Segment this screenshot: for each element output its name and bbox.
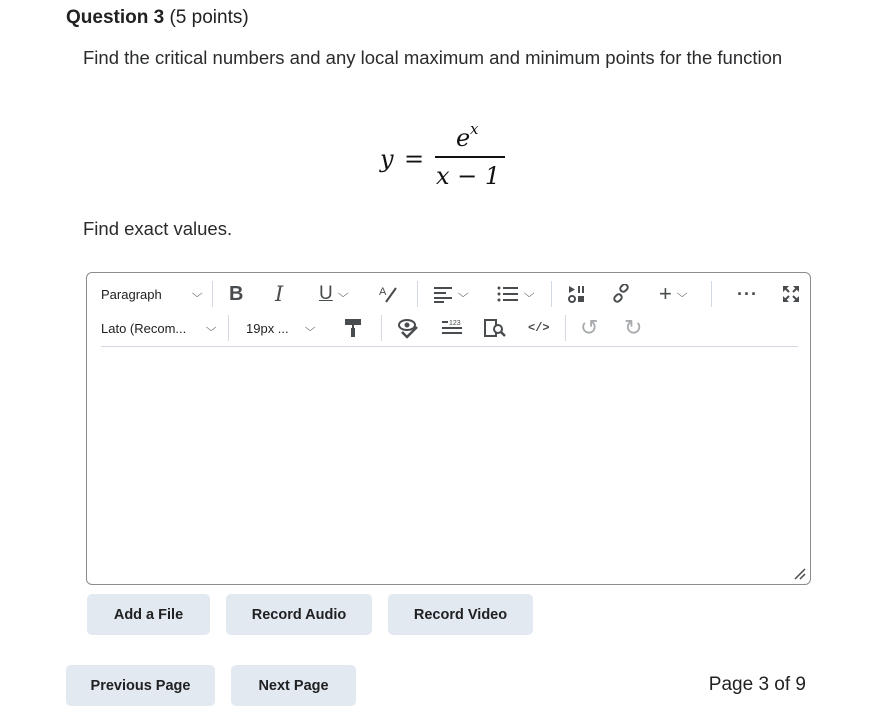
chevron-down-icon: ⌵ — [523, 287, 535, 300]
svg-text:123: 123 — [449, 320, 461, 327]
formula-numerator-base: e — [456, 124, 471, 152]
formula-equals: = — [404, 145, 425, 173]
insert-media-button[interactable] — [567, 279, 587, 309]
question-heading — [66, 6, 249, 30]
toolbar-separator — [381, 315, 382, 341]
question-points: (5 points) — [169, 7, 249, 28]
text-color-icon — [377, 283, 399, 305]
toolbar-divider — [101, 346, 798, 347]
fraction-bar — [435, 156, 505, 158]
undo-icon: ↺ — [580, 315, 599, 340]
question-text: Find the critical numbers and any local maximum and minimum points for the function — [83, 47, 783, 68]
record-video-button[interactable]: Record Video — [388, 594, 533, 635]
formula-numerator-exponent: x — [470, 120, 479, 138]
underline-icon: U — [319, 283, 333, 304]
svg-text:A: A — [379, 286, 387, 298]
chevron-down-icon: ⌵ — [191, 287, 203, 300]
insert-stuff-button[interactable] — [659, 279, 686, 309]
format-painter-button[interactable] — [343, 313, 363, 343]
link-icon — [611, 284, 631, 304]
list-button[interactable] — [497, 279, 533, 309]
format-painter-icon — [343, 317, 363, 339]
toolbar-separator — [565, 315, 566, 341]
toolbar-separator — [711, 281, 712, 307]
source-code-button[interactable] — [528, 313, 550, 343]
toolbar-row-2 — [87, 313, 810, 343]
question-title: Question 3 — [66, 7, 165, 28]
font-family-select[interactable] — [101, 313, 216, 343]
previous-page-button[interactable]: Previous Page — [66, 665, 215, 706]
bold-icon: B — [229, 282, 244, 305]
instruction-text: Find exact values. — [83, 218, 233, 239]
undo-button[interactable] — [580, 313, 598, 343]
formula-denominator: x − 1 — [436, 162, 501, 190]
page-indicator: Page 3 of 9 — [708, 674, 806, 695]
media-icon — [567, 284, 587, 304]
text-color-button[interactable] — [377, 279, 399, 309]
formula — [370, 118, 520, 198]
equation-icon — [441, 318, 463, 338]
italic-button[interactable] — [275, 279, 283, 309]
toolbar-separator — [551, 281, 552, 307]
add-file-button[interactable]: Add a File — [87, 594, 210, 635]
chevron-down-icon: ⌵ — [337, 287, 349, 300]
accessibility-checker-button[interactable] — [397, 313, 419, 343]
italic-icon: I — [275, 282, 284, 306]
more-icon: ··· — [737, 283, 758, 304]
next-page-button[interactable]: Next Page — [231, 665, 356, 706]
toolbar-separator — [228, 315, 229, 341]
plus-icon: + — [659, 281, 672, 306]
code-icon: </> — [528, 321, 550, 335]
block-format-select[interactable] — [101, 279, 211, 309]
align-button[interactable] — [433, 279, 467, 309]
insert-link-button[interactable] — [611, 279, 631, 309]
formula-lhs: y — [380, 145, 394, 173]
equation-button[interactable] — [441, 313, 463, 343]
block-format-value: Paragraph — [101, 286, 162, 302]
rich-text-editor — [86, 272, 811, 585]
chevron-down-icon: ⌵ — [304, 321, 316, 334]
toolbar-separator — [212, 281, 213, 307]
chevron-down-icon: ⌵ — [205, 321, 217, 334]
underline-button[interactable] — [319, 279, 347, 309]
list-icon — [497, 285, 519, 303]
toolbar-separator — [417, 281, 418, 307]
fullscreen-icon — [781, 284, 801, 304]
chevron-down-icon: ⌵ — [676, 287, 688, 300]
record-audio-button[interactable]: Record Audio — [226, 594, 372, 635]
font-family-value: Lato (Recom... — [101, 320, 187, 336]
more-options-button[interactable] — [737, 279, 758, 309]
editor-content-area[interactable] — [88, 348, 809, 583]
accessibility-check-icon — [397, 317, 419, 339]
align-left-icon — [433, 285, 453, 303]
resize-handle-icon[interactable] — [792, 566, 806, 580]
toolbar-row-1 — [87, 279, 810, 309]
font-size-value: 19px ... — [246, 320, 289, 336]
chevron-down-icon: ⌵ — [457, 287, 469, 300]
preview-button[interactable] — [484, 313, 506, 343]
fullscreen-button[interactable] — [781, 279, 801, 309]
redo-icon: ↻ — [624, 315, 643, 340]
redo-button[interactable] — [624, 313, 642, 343]
bold-button[interactable] — [229, 279, 243, 309]
preview-icon — [484, 318, 506, 338]
font-size-select[interactable] — [246, 313, 316, 343]
